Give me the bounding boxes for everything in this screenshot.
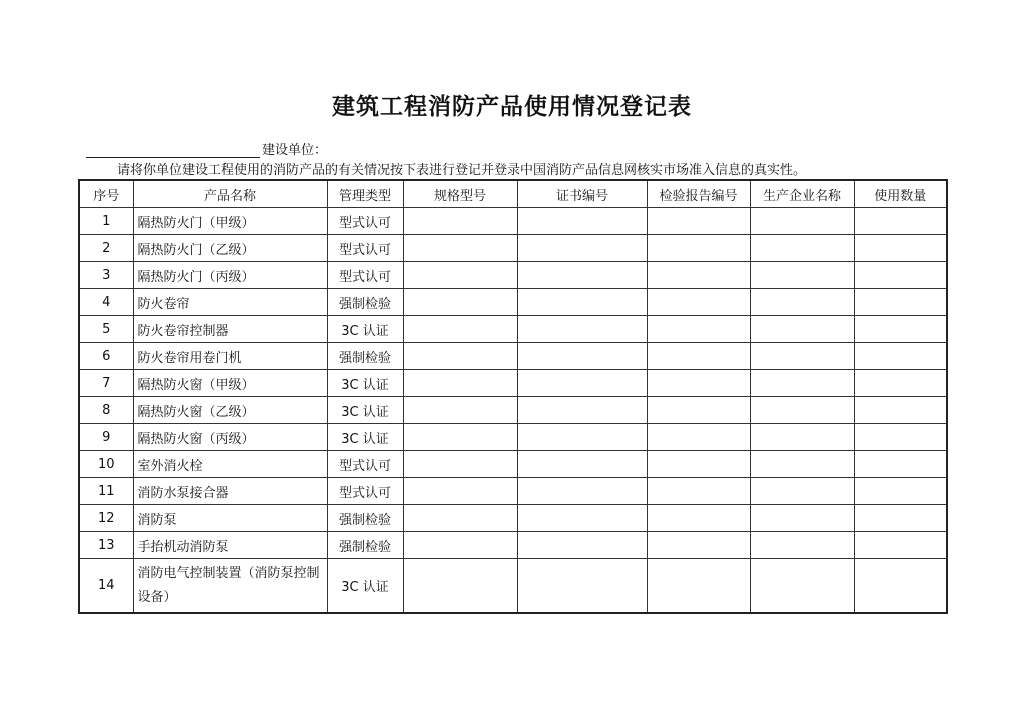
certificate-no-cell[interactable] [517, 343, 647, 370]
test-report-no-cell[interactable] [647, 451, 750, 478]
spec-model-cell[interactable] [403, 370, 517, 397]
test-report-no-cell[interactable] [647, 424, 750, 451]
manufacturer-cell[interactable] [750, 289, 854, 316]
manufacturer-cell[interactable] [750, 559, 854, 614]
test-report-no-cell[interactable] [647, 235, 750, 262]
row-number: 4 [79, 289, 133, 316]
management-type: 强制检验 [327, 343, 403, 370]
product-name: 防火卷帘控制器 [133, 316, 327, 343]
test-report-no-cell[interactable] [647, 262, 750, 289]
manufacturer-cell[interactable] [750, 451, 854, 478]
row-number: 13 [79, 532, 133, 559]
management-type: 型式认可 [327, 262, 403, 289]
product-name: 防火卷帘 [133, 289, 327, 316]
row-number: 8 [79, 397, 133, 424]
management-type: 3C 认证 [327, 424, 403, 451]
construction-unit-blank[interactable] [86, 141, 260, 158]
header-test-report-no: 检验报告编号 [647, 180, 750, 208]
management-type: 3C 认证 [327, 397, 403, 424]
spec-model-cell[interactable] [403, 532, 517, 559]
table-row [79, 397, 947, 424]
table-row [79, 478, 947, 505]
product-name: 隔热防火门（乙级） [133, 235, 327, 262]
row-number: 2 [79, 235, 133, 262]
certificate-no-cell[interactable] [517, 370, 647, 397]
test-report-no-cell[interactable] [647, 208, 750, 235]
table-header-row [79, 180, 947, 208]
product-name: 室外消火栓 [133, 451, 327, 478]
quantity-cell[interactable] [854, 451, 947, 478]
manufacturer-cell[interactable] [750, 532, 854, 559]
certificate-no-cell[interactable] [517, 262, 647, 289]
table-row [79, 451, 947, 478]
manufacturer-cell[interactable] [750, 424, 854, 451]
manufacturer-cell[interactable] [750, 370, 854, 397]
construction-unit-line [86, 138, 327, 158]
product-name: 消防水泵接合器 [133, 478, 327, 505]
instruction-text: 请将你单位建设工程使用的消防产品的有关情况按下表进行登记并登录中国消防产品信息网核实市场准入信息的真实性。 [117, 163, 807, 178]
table-row [79, 370, 947, 397]
management-type: 型式认可 [327, 451, 403, 478]
test-report-no-cell[interactable] [647, 370, 750, 397]
manufacturer-cell[interactable] [750, 262, 854, 289]
quantity-cell[interactable] [854, 316, 947, 343]
management-type: 强制检验 [327, 532, 403, 559]
spec-model-cell[interactable] [403, 505, 517, 532]
certificate-no-cell[interactable] [517, 289, 647, 316]
table-row [79, 559, 947, 614]
quantity-cell[interactable] [854, 532, 947, 559]
quantity-cell[interactable] [854, 370, 947, 397]
product-name: 隔热防火窗（乙级） [133, 397, 327, 424]
table-row [79, 424, 947, 451]
test-report-no-cell[interactable] [647, 505, 750, 532]
quantity-cell[interactable] [854, 424, 947, 451]
row-number: 1 [79, 208, 133, 235]
test-report-no-cell[interactable] [647, 559, 750, 614]
product-name: 防火卷帘用卷门机 [133, 343, 327, 370]
quantity-cell[interactable] [854, 235, 947, 262]
product-name: 隔热防火门（丙级） [133, 262, 327, 289]
test-report-no-cell[interactable] [647, 316, 750, 343]
manufacturer-cell[interactable] [750, 235, 854, 262]
quantity-cell[interactable] [854, 208, 947, 235]
row-number: 10 [79, 451, 133, 478]
spec-model-cell[interactable] [403, 397, 517, 424]
row-number: 12 [79, 505, 133, 532]
certificate-no-cell[interactable] [517, 559, 647, 614]
row-number: 6 [79, 343, 133, 370]
quantity-cell[interactable] [854, 505, 947, 532]
row-number: 3 [79, 262, 133, 289]
row-number: 9 [79, 424, 133, 451]
row-number: 7 [79, 370, 133, 397]
manufacturer-cell[interactable] [750, 478, 854, 505]
certificate-no-cell[interactable] [517, 397, 647, 424]
product-name: 手抬机动消防泵 [133, 532, 327, 559]
construction-unit-label: 建设单位： [262, 143, 328, 158]
management-type: 型式认可 [327, 235, 403, 262]
management-type: 强制检验 [327, 505, 403, 532]
manufacturer-cell[interactable] [750, 505, 854, 532]
management-type: 强制检验 [327, 289, 403, 316]
table-row [79, 289, 947, 316]
product-name: 隔热防火窗（甲级） [133, 370, 327, 397]
row-number: 14 [79, 559, 133, 614]
product-name: 消防电气控制装置（消防泵控制设备） [133, 559, 327, 614]
spec-model-cell[interactable] [403, 478, 517, 505]
certificate-no-cell[interactable] [517, 424, 647, 451]
spec-model-cell[interactable] [403, 208, 517, 235]
table-row [79, 208, 947, 235]
certificate-no-cell[interactable] [517, 208, 647, 235]
test-report-no-cell[interactable] [647, 343, 750, 370]
quantity-cell[interactable] [854, 397, 947, 424]
table-row [79, 505, 947, 532]
management-type: 3C 认证 [327, 370, 403, 397]
product-name: 隔热防火窗（丙级） [133, 424, 327, 451]
test-report-no-cell[interactable] [647, 532, 750, 559]
form-title: 建筑工程消防产品使用情况登记表 [332, 94, 692, 120]
test-report-no-cell[interactable] [647, 289, 750, 316]
manufacturer-cell[interactable] [750, 397, 854, 424]
manufacturer-cell[interactable] [750, 316, 854, 343]
registration-table [78, 179, 948, 614]
spec-model-cell[interactable] [403, 451, 517, 478]
test-report-no-cell[interactable] [647, 478, 750, 505]
spec-model-cell[interactable] [403, 559, 517, 614]
quantity-cell[interactable] [854, 289, 947, 316]
manufacturer-cell[interactable] [750, 343, 854, 370]
table-row [79, 262, 947, 289]
row-number: 11 [79, 478, 133, 505]
management-type: 3C 认证 [327, 559, 403, 614]
header-quantity: 使用数量 [854, 180, 947, 208]
management-type: 型式认可 [327, 208, 403, 235]
certificate-no-cell[interactable] [517, 235, 647, 262]
spec-model-cell[interactable] [403, 424, 517, 451]
management-type: 型式认可 [327, 478, 403, 505]
product-name: 隔热防火门（甲级） [133, 208, 327, 235]
header-spec-model: 规格型号 [403, 180, 517, 208]
header-certificate-no: 证书编号 [517, 180, 647, 208]
certificate-no-cell[interactable] [517, 451, 647, 478]
header-no: 序号 [79, 180, 133, 208]
header-product-name: 产品名称 [133, 180, 327, 208]
certificate-no-cell[interactable] [517, 478, 647, 505]
header-management-type: 管理类型 [327, 180, 403, 208]
spec-model-cell[interactable] [403, 262, 517, 289]
table-row [79, 532, 947, 559]
spec-model-cell[interactable] [403, 316, 517, 343]
quantity-cell[interactable] [854, 343, 947, 370]
manufacturer-cell[interactable] [750, 208, 854, 235]
product-name: 消防泵 [133, 505, 327, 532]
row-number: 5 [79, 316, 133, 343]
table-row [79, 235, 947, 262]
spec-model-cell[interactable] [403, 343, 517, 370]
quantity-cell[interactable] [854, 559, 947, 614]
spec-model-cell[interactable] [403, 235, 517, 262]
quantity-cell[interactable] [854, 478, 947, 505]
certificate-no-cell[interactable] [517, 532, 647, 559]
quantity-cell[interactable] [854, 262, 947, 289]
certificate-no-cell[interactable] [517, 316, 647, 343]
test-report-no-cell[interactable] [647, 397, 750, 424]
table-row [79, 343, 947, 370]
management-type: 3C 认证 [327, 316, 403, 343]
header-manufacturer: 生产企业名称 [750, 180, 854, 208]
table-row [79, 316, 947, 343]
spec-model-cell[interactable] [403, 289, 517, 316]
certificate-no-cell[interactable] [517, 505, 647, 532]
